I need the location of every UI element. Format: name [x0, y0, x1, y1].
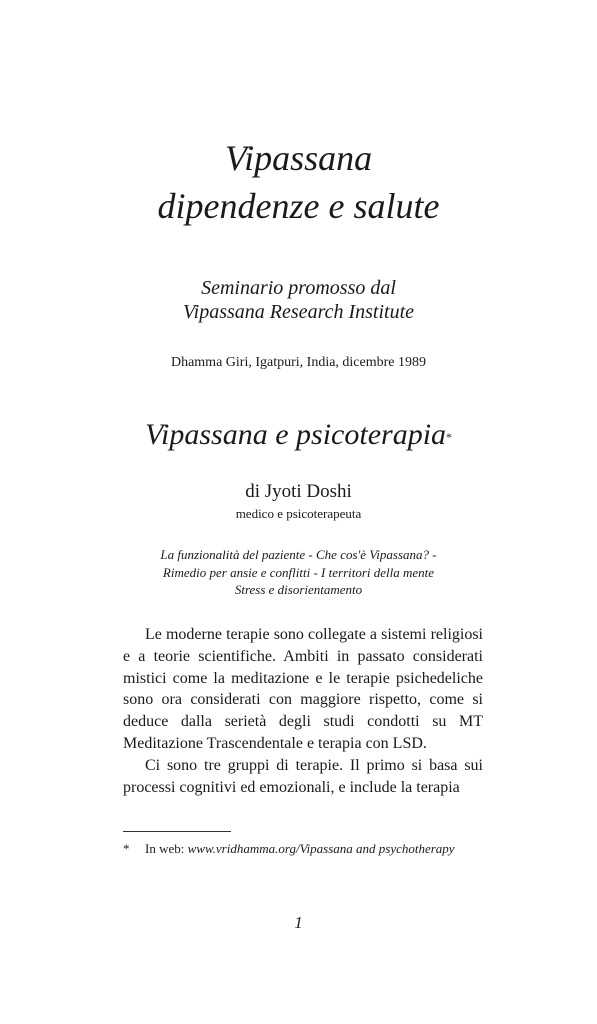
book-title-line-1: Vipassana: [224, 138, 373, 178]
author-role: medico e psicoterapeuta: [235, 506, 362, 521]
body-paragraph: Ci sono tre gruppi di terapie. Il primo si basa sui processi cognitivi ed emozionali, e include la terapia: [123, 756, 483, 796]
book-subtitle: [0, 276, 597, 324]
article-topics: [0, 546, 597, 599]
article-body: [123, 624, 483, 798]
footnote: [123, 840, 503, 858]
page-number: 1: [294, 913, 303, 932]
footnote-marker: *: [123, 841, 130, 856]
topics-line-3: Stress e disorientamento: [234, 582, 363, 597]
subtitle-line-2: Vipassana Research Institute: [182, 301, 415, 323]
topics-line-2: Rimedio per ansie e conflitti - I territori della mente: [162, 564, 435, 580]
footnote-prefix: In web:: [145, 841, 188, 856]
article-title-text: Vipassana e psicoterapia: [144, 418, 447, 451]
subtitle-line-1: Seminario promosso dal: [201, 277, 396, 299]
article-title-footnote-marker: *: [446, 430, 453, 444]
book-title: [0, 134, 597, 230]
body-paragraph: Le moderne terapie sono collegate a sistemi religiosi e a teorie scientifiche. Ambiti in passato considerati mistici come la meditazione e le terapie psichedeliche sono ora considerati con maggiore rispetto, come si deduce dalla serietà degli studi condotti su MT Meditazione Trascendentale e terapia con LSD.: [123, 626, 483, 752]
topics-line-1: La funzionalità del paziente - Che cos'è Vipassana? -: [160, 547, 437, 562]
article-author: di Jyoti Doshi: [245, 481, 352, 502]
footnote-url: www.vridhamma.org/Vipassana and psychotherapy: [187, 841, 455, 856]
article-title: [0, 416, 597, 454]
footnote-divider: [123, 831, 231, 832]
seminar-location: Dhamma Giri, Igatpuri, India, dicembre 1989: [170, 355, 427, 370]
book-title-line-2: dipendenze e salute: [157, 186, 440, 226]
